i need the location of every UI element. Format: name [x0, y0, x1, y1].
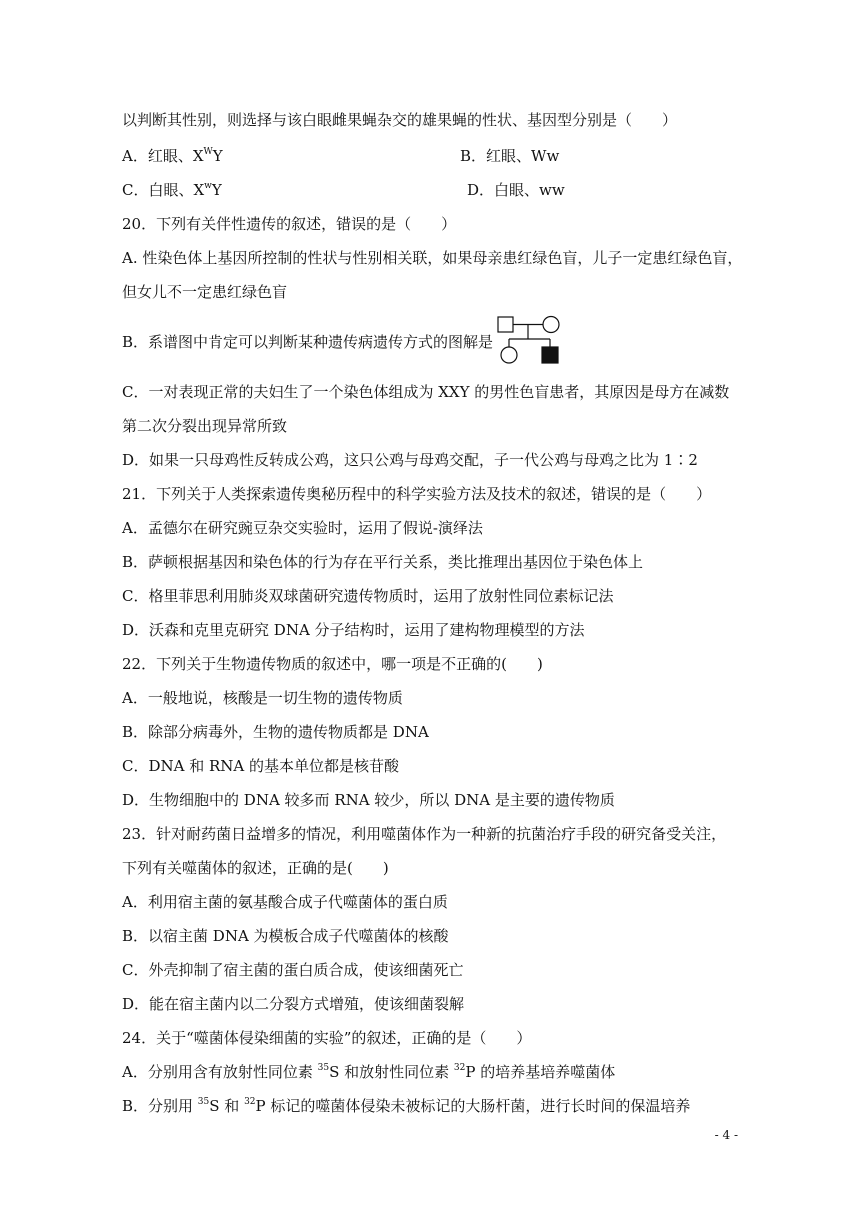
q20-option-d: D．如果一只母鸡性反转成公鸡，这只公鸡与母鸡交配，子一代公鸡与母鸡之比为 1∶2 — [122, 451, 698, 469]
q22-option-a: A．一般地说，核酸是一切生物的遗传物质 — [122, 689, 403, 707]
q23-stem-line2: 下列有关噬菌体的叙述，正确的是( ) — [122, 859, 389, 877]
q24-a-text-mid: S 和放射性同位素 — [329, 1063, 454, 1081]
q22-option-c: C．DNA 和 RNA 的基本单位都是核苷酸 — [122, 757, 400, 775]
q19-option-a — [122, 146, 223, 166]
q21-option-b: B．萨顿根据基因和染色体的行为存在平行关系，类比推理出基因位于染色体上 — [122, 553, 644, 571]
q23-option-a: A．利用宿主菌的氨基酸合成子代噬菌体的蛋白质 — [122, 893, 448, 911]
q24-b-superscript-1: 35 — [197, 1097, 210, 1107]
q24-stem: 24．关于“噬菌体侵染细菌的实验”的叙述，正确的是（ ） — [122, 1029, 532, 1047]
q19-c-text-end: Y — [211, 181, 222, 199]
q20-option-c-line2: 第二次分裂出现异常所致 — [122, 417, 288, 435]
q24-option-a — [122, 1062, 615, 1082]
q24-a-text-end: P 的培养基培养噬菌体 — [465, 1063, 616, 1081]
pedigree-daughter-circle — [501, 347, 517, 363]
q19-a-text: A．红眼、X — [122, 147, 204, 165]
pedigree-mother-circle — [543, 317, 559, 333]
q19-option-d: D．白眼、ww — [467, 181, 565, 199]
q24-option-b — [122, 1096, 690, 1116]
q22-option-b: B．除部分病毒外，生物的遗传物质都是 DNA — [122, 723, 429, 741]
q21-stem: 21．下列关于人类探索遗传奥秘历程中的科学实验方法及技术的叙述，错误的是（ ） — [122, 485, 712, 503]
q24-a-text: A．分别用含有放射性同位素 — [122, 1063, 318, 1081]
q20-option-a-line2: 但女儿不一定患红绿色盲 — [122, 283, 288, 301]
q19-c-superscript: w — [204, 181, 212, 191]
q20-option-b: B．系谱图中肯定可以判断某种遗传病遗传方式的图解是 — [122, 333, 494, 351]
q23-stem-line1: 23．针对耐药菌日益增多的情况，利用噬菌体作为一种新的抗菌治疗手段的研究备受关注， — [122, 825, 727, 843]
q21-option-d: D．沃森和克里克研究 DNA 分子结构时，运用了建构物理模型的方法 — [122, 621, 585, 639]
q19-option-b: B．红眼、Ww — [460, 147, 560, 165]
q20-option-c-line1: C．一对表现正常的夫妇生了一个染色体组成为 XXY 的男性色盲患者，其原因是母方在减数 — [122, 383, 730, 401]
pedigree-father-square — [498, 317, 513, 332]
pedigree-diagram — [495, 314, 567, 366]
q19-a-text-end: Y — [212, 147, 223, 165]
pedigree-affected-son-square — [542, 347, 558, 363]
q23-option-c: C．外壳抑制了宿主菌的蛋白质合成，使该细菌死亡 — [122, 961, 464, 979]
q19-a-superscript: W — [203, 147, 213, 157]
page-number: - 4 - — [714, 1128, 738, 1142]
q19-option-c — [122, 180, 222, 200]
q24-a-superscript-1: 35 — [317, 1063, 330, 1073]
q19-c-text: C．白眼、X — [122, 181, 205, 199]
q24-a-superscript-2: 32 — [453, 1063, 466, 1073]
q24-b-text-mid: S 和 — [209, 1097, 245, 1115]
q22-option-d: D．生物细胞中的 DNA 较多而 RNA 较少，所以 DNA 是主要的遗传物质 — [122, 791, 615, 809]
q23-option-b: B．以宿主菌 DNA 为模板合成子代噬菌体的核酸 — [122, 927, 449, 945]
q20-stem: 20．下列有关伴性遗传的叙述，错误的是（ ） — [122, 215, 457, 233]
q24-b-text: B．分别用 — [122, 1097, 198, 1115]
q20-option-a-line1: A. 性染色体上基因所控制的性状与性别相关联，如果母亲患红绿色盲，儿子一定患红绿色盲， — [122, 249, 743, 267]
q23-option-d: D．能在宿主菌内以二分裂方式增殖，使该细菌裂解 — [122, 995, 465, 1013]
q24-b-text-end: P 标记的噬菌体侵染未被标记的大肠杆菌，进行长时间的保温培养 — [255, 1097, 691, 1115]
q22-stem: 22．下列关于生物遗传物质的叙述中，哪一项是不正确的( ) — [122, 655, 543, 673]
q24-b-superscript-2: 32 — [244, 1097, 256, 1107]
q21-option-c: C．格里菲思利用肺炎双球菌研究遗传物质时，运用了放射性同位素标记法 — [122, 587, 614, 605]
q19-stem-continuation: 以判断其性别，则选择与该白眼雌果蝇杂交的雄果蝇的性状、基因型分别是（ ） — [122, 111, 678, 129]
q21-option-a: A．孟德尔在研究豌豆杂交实验时，运用了假说-演绎法 — [122, 519, 483, 537]
